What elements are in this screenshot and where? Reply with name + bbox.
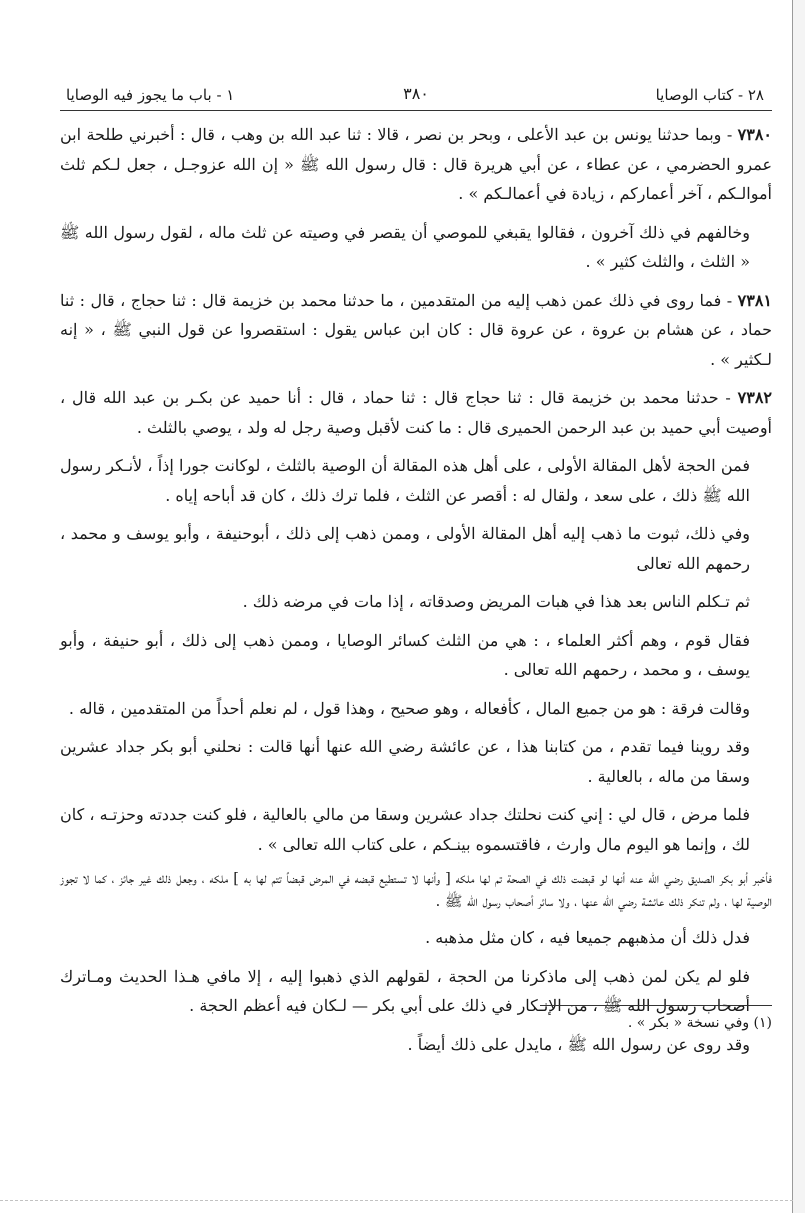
paragraph: فلما مرض ، قال لي : إني كنت نحلتك جداد عشرين وسقا من مالي بالعالية ، فلو كنت جددته وحزتـه ، كان لك ، وإنما هو اليوم مال وارث ، فاقتسموه بينـكم ، على كتاب الله تعالى » . [60, 805, 750, 854]
header-page-number: ٣٨٠ [403, 84, 429, 103]
paragraph-text: وبما حدثنا يونس بن عبد الأعلى ، وبحر بن نصر ، قالا : ثنا عبد الله بن وهب ، قال : أخبرني طلحة ابن عمرو الحضرمي ، عن عطاء ، عن أبي هريرة قال : قال رسول الله ﷺ « إن الله عزوجـل ، جعل لـكم ثلث أموالـكم ، آخر أعماركم ، زيادة في أعمالـكم » . [60, 125, 773, 203]
paragraph-text: حدثنا محمد بن خزيمة قال : ثنا حجاج قال : ثنا حماد ، قال : أنا حميد عن بكـر بن عبد الله قال ، أوصيت أبي حميد بن عبد الرحمن الحميرى قال : ما كنت لأقبل وصية رجل له ولد ، يوصي بالثلث . [60, 388, 772, 437]
paragraph: فقال قوم ، وهم أكثر العلماء ، : هي من الثلث كسائر الوصايا ، وممن ذهب إلى ذلك ، أبو حنيفة ، وأبو يوسف ، و محمد ، رحمهم الله تعالى . [60, 630, 750, 679]
paragraph: وقد روى عن رسول الله ﷺ ، مايدل على ذلك أيضاً . [407, 1034, 750, 1054]
page-header [60, 80, 772, 111]
hadith-number: ٧٣٨٢ [737, 388, 773, 407]
paragraph: فدل ذلك أن مذهبهم جميعا فيه ، كان مثل مذهبه . [425, 928, 750, 947]
paragraph: وقد روينا فيما تقدم ، من كتابنا هذا ، عن عائشة رضي الله عنها أنها قالت : نحلني أبو بكر جداد عشرين وسقا من ماله ، بالعالية . [60, 737, 750, 786]
main-text [60, 120, 772, 1068]
paragraph-text: فما روى في ذلك عمن ذهب إليه من المتقدمين ، ما حدثنا محمد بن خزيمة قال : ثنا حجاج ، قال : ثنا حماد ، عن هشام بن عروة ، عن عروة قال : كان ابن عباس يقول : استقصروا عن قول النبي ﷺ ، « إنه لـكثير » . [60, 290, 772, 369]
paragraph-hadith-7381: ٧٣٨١ - فما روى في ذلك عمن ذهب إليه من المتقدمين ، ما حدثنا محمد بن خزيمة قال : ثنا حجاج ، قال : ثنا حماد ، عن هشام بن عروة ، عن عروة قال : كان ابن عباس يقول : استقصروا عن قول النبي ﷺ ، « إنه لـكثير » . [60, 290, 773, 369]
paragraph-hadith-7380: ٧٣٨٠ - وبما حدثنا يونس بن عبد الأعلى ، وبحر بن نصر ، قالا : ثنا عبد الله بن وهب ، قال : أخبرني طلحة ابن عمرو الحضرمي ، عن عطاء ، عن أبي هريرة قال : قال رسول الله ﷺ « إن الله عزوجـل ، جعل لـكم ثلث أموالـكم ، آخر أعماركم ، زيادة في أعمالـكم » . [60, 125, 773, 203]
paragraph: وفي ذلك، ثبوت ما ذهب إليه أهل المقالة الأولى ، وممن ذهب إلى ذلك ، أبوحنيفة ، وأبو يوسف و محمد ، رحمهم الله تعالى [60, 524, 750, 573]
paragraph: وقالت فرقة : هو من جميع المال ، كأفعاله ، وهو صحيح ، وهذا قول ، لم نعلم أحداً من المتقدمين ، قاله . [68, 698, 750, 718]
paragraph: فمن الحجة لأهل المقالة الأولى ، على أهل هذه المقالة أن الوصية بالثلث ، لوكانت جورا إذاً ، لأنـكر رسول الله ﷺ ذلك ، على سعد ، ولقال له : أقصر عن الثلث ، فلما ترك ذلك ، كان قد أباحه إياه . [60, 456, 751, 505]
hadith-number: ٧٣٨٠ [737, 125, 773, 144]
header-section: ١ - باب ما يجوز فيه الوصايا [66, 86, 235, 104]
paragraph-commentary: فأخبر أبو بكر الصديق رضي الله عنه أنها لو قبضت ذلك في الصحة تم لها ملكه [ وأنها لا تستطيع قبضه في المرض قبضاً تتم لها به ] ملكه ، وجعل ذلك غير جائز ، كما لا تجوز الوصية لها ، ولم تنكر ذلك عائشة رضي الله عنها ، ولا سائر أصحاب رسول الله ﷺ . [60, 871, 772, 910]
paragraph: وخالفهم في ذلك آخرون ، فقالوا يقبغي للموصي أن يقصر في وصيته عن ثلث ماله ، لقول رسول الله ﷺ « الثلث ، والثلث كثير » . [60, 222, 750, 271]
hadith-number: ٧٣٨١ [737, 290, 773, 310]
scan-edge [0, 1200, 793, 1201]
paragraph: فلو لم يكن لمن ذهب إلى ماذكرنا من الحجة ، لقولهم الذي ذهبوا إليه ، إلا مافي هـذا الحديث ومـاترك أصحاب رسول الله ﷺ ، من الإنـكار في ذلك على أبي بكر — لـكان فيه أعظم الحجة . [60, 966, 750, 1015]
paragraph-hadith-7382: ٧٣٨٢ - حدثنا محمد بن خزيمة قال : ثنا حجاج قال : ثنا حماد ، قال : أنا حميد عن بكـر بن عبد الله قال ، أوصيت أبي حميد بن عبد الرحمن الحميرى قال : ما كنت لأقبل وصية رجل له ولد ، يوصي بالثلث . [60, 388, 773, 437]
page-edge [792, 0, 805, 1213]
paragraph: ثم تـكلم الناس بعد هذا في هبات المريض وصدقاته ، إذا مات في مرضه ذلك . [242, 592, 750, 611]
footnote-divider [540, 1005, 772, 1006]
footnote: (١) وفي نسخة « بكر » . [627, 1015, 772, 1031]
header-chapter: ٢٨ - كتاب الوصايا [655, 86, 764, 104]
